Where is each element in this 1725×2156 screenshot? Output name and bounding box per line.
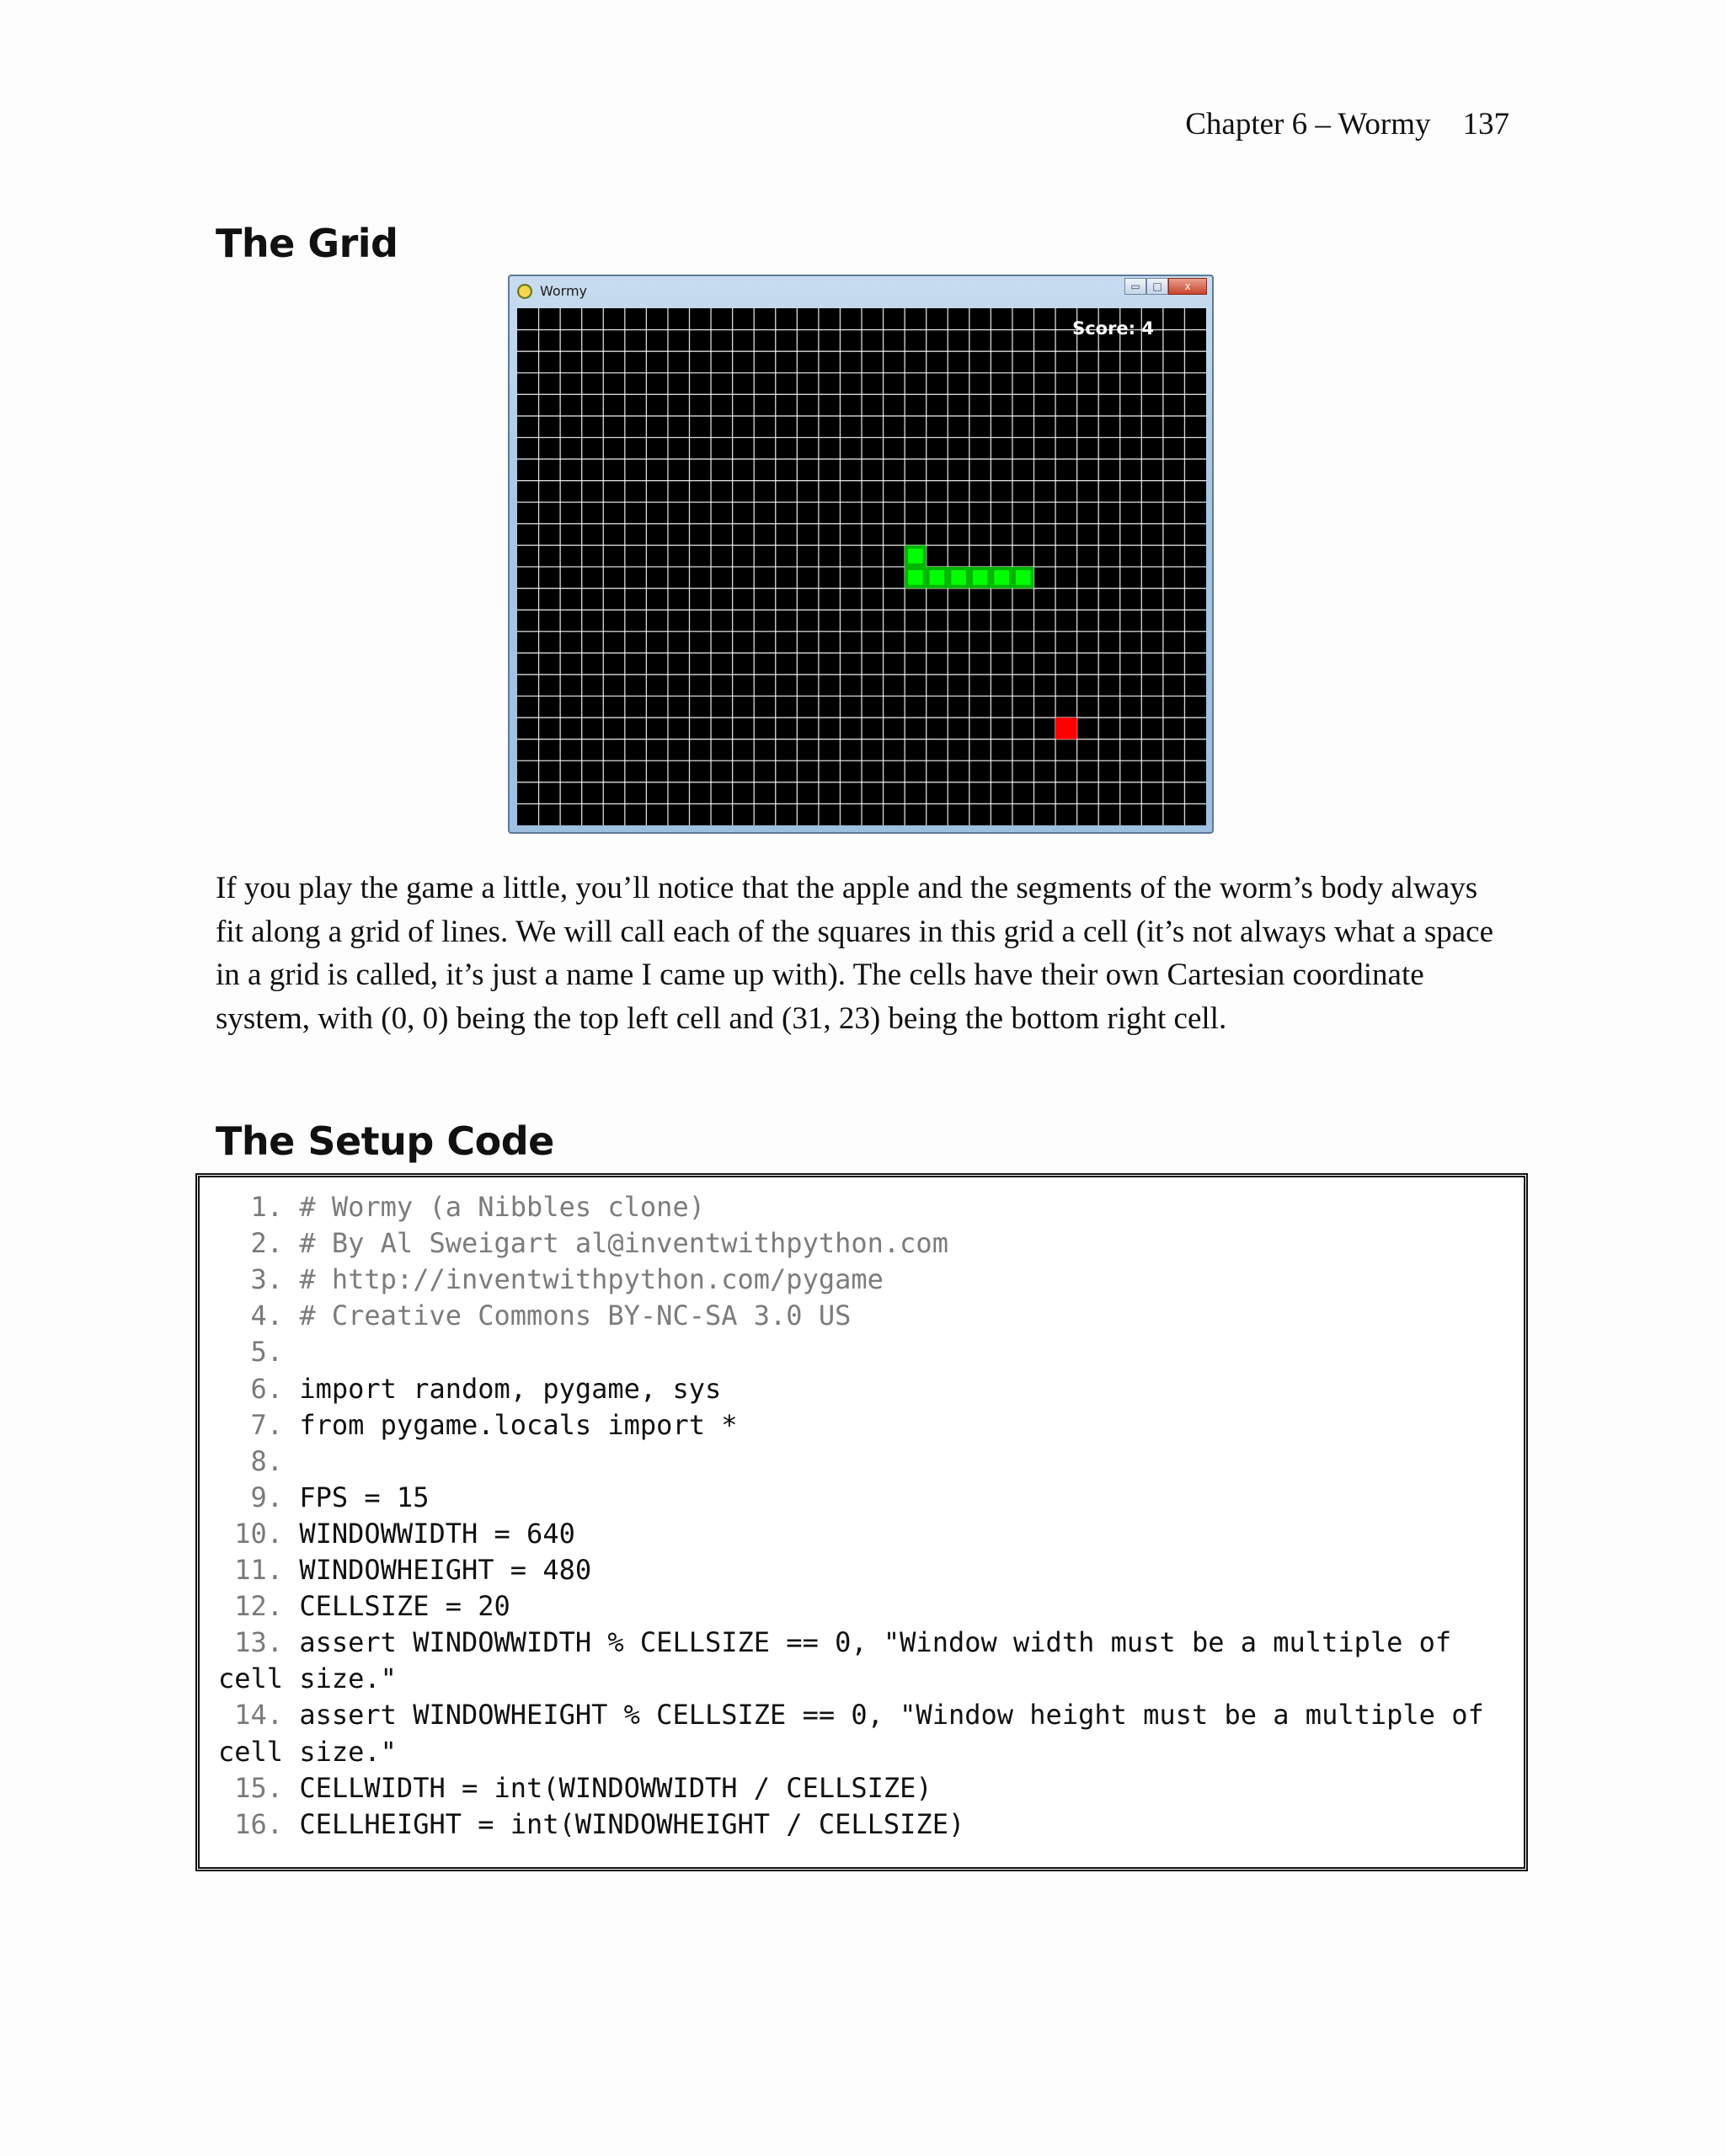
close-button: x	[1168, 278, 1207, 295]
code-line	[218, 1625, 1515, 1661]
maximize-button: □	[1146, 278, 1168, 295]
code-text: cell size."	[218, 1735, 397, 1768]
line-number: 6.	[218, 1372, 300, 1405]
code-text: CELLHEIGHT = int(WINDOWHEIGHT / CELLSIZE)	[299, 1807, 965, 1840]
worm-segment-inner	[951, 570, 966, 585]
code-line	[218, 1516, 1515, 1552]
code-line	[218, 1298, 1515, 1334]
line-number: 3.	[218, 1263, 300, 1296]
code-line	[218, 1806, 1515, 1843]
code-text: assert WINDOWWIDTH % CELLSIZE == 0, "Window width must be a multiple of	[299, 1626, 1452, 1659]
game-area	[517, 308, 1206, 825]
window-controls	[1124, 278, 1207, 295]
code-text: # http://inventwithpython.com/pygame	[299, 1263, 884, 1296]
code-line	[218, 1407, 1515, 1444]
code-text: cell size."	[218, 1662, 397, 1695]
line-number: 12.	[218, 1590, 300, 1623]
code-text: WINDOWWIDTH = 640	[299, 1517, 575, 1550]
code-line	[218, 1262, 1515, 1298]
code-line	[218, 1480, 1515, 1516]
code-text: # By Al Sweigart al@inventwithpython.com	[299, 1227, 948, 1260]
code-line	[218, 1334, 1515, 1370]
worm-segment-inner	[973, 570, 988, 585]
line-number: 16.	[218, 1807, 300, 1840]
code-text: import random, pygame, sys	[299, 1372, 722, 1405]
body-paragraph: If you play the game a little, you’ll notice that the apple and the segments of the worm’s body always fit along a grid of lines. We will call each of the squares in this grid a cell (it’s not always what a space in a grid is called, it’s just a name I came up with). The cells have their own Cartesian coordinate system, with (0, 0) being the top left cell and (31, 23) being the bottom right cell.	[216, 871, 1493, 1036]
chapter-title: Chapter 6 – Wormy	[1185, 107, 1431, 141]
code-text: CELLWIDTH = int(WINDOWWIDTH / CELLSIZE)	[299, 1771, 932, 1804]
line-number: 14.	[218, 1699, 300, 1732]
code-line	[218, 1371, 1515, 1407]
code-line	[218, 1189, 1515, 1225]
code-line	[218, 1552, 1515, 1588]
code-line	[218, 1734, 1515, 1770]
code-line	[218, 1697, 1515, 1733]
line-number: 7.	[218, 1408, 300, 1441]
code-text: assert WINDOWHEIGHT % CELLSIZE == 0, "Window height must be a multiple of	[299, 1699, 1484, 1732]
code-line	[218, 1225, 1515, 1262]
apple	[1055, 718, 1077, 739]
code-text: FPS = 15	[299, 1481, 430, 1513]
line-number: 1.	[218, 1191, 300, 1223]
section-heading-grid: The Grid	[216, 221, 398, 266]
window-title: Wormy	[540, 282, 588, 299]
code-text: WINDOWHEIGHT = 480	[299, 1554, 592, 1586]
code-line	[218, 1770, 1515, 1806]
window-titlebar	[510, 276, 1212, 305]
page-number: 137	[1462, 107, 1509, 141]
code-text: # Wormy (a Nibbles clone)	[299, 1191, 705, 1223]
worm-segment-inner	[908, 548, 923, 563]
code-listing	[195, 1173, 1528, 1871]
score-label: Score: 4	[1072, 318, 1154, 339]
line-number: 11.	[218, 1554, 300, 1586]
line-number: 2.	[218, 1227, 300, 1260]
code-text: from pygame.locals import *	[299, 1408, 738, 1441]
line-number: 15.	[218, 1771, 300, 1804]
worm-segment-inner	[994, 570, 1009, 585]
line-number: 10.	[218, 1517, 300, 1550]
worm-segment-inner	[908, 570, 923, 585]
code-text: CELLSIZE = 20	[299, 1590, 510, 1623]
code-line	[218, 1444, 1515, 1480]
worm-segment-inner	[930, 570, 945, 585]
section-heading-setup-code: The Setup Code	[216, 1118, 554, 1164]
running-header	[1011, 106, 1509, 142]
game-grid	[517, 308, 1206, 825]
code-line	[218, 1588, 1515, 1625]
line-number: 4.	[218, 1299, 300, 1332]
minimize-button: ▭	[1124, 278, 1146, 295]
wormy-window-screenshot	[508, 275, 1214, 834]
code-line	[218, 1661, 1515, 1697]
code-text: # Creative Commons BY-NC-SA 3.0 US	[299, 1299, 852, 1332]
line-number: 8.	[218, 1444, 300, 1477]
line-number: 9.	[218, 1481, 300, 1513]
line-number: 13.	[218, 1626, 300, 1659]
line-number: 5.	[218, 1336, 300, 1369]
worm-segment-inner	[1016, 570, 1031, 585]
pygame-snake-icon	[516, 282, 533, 299]
